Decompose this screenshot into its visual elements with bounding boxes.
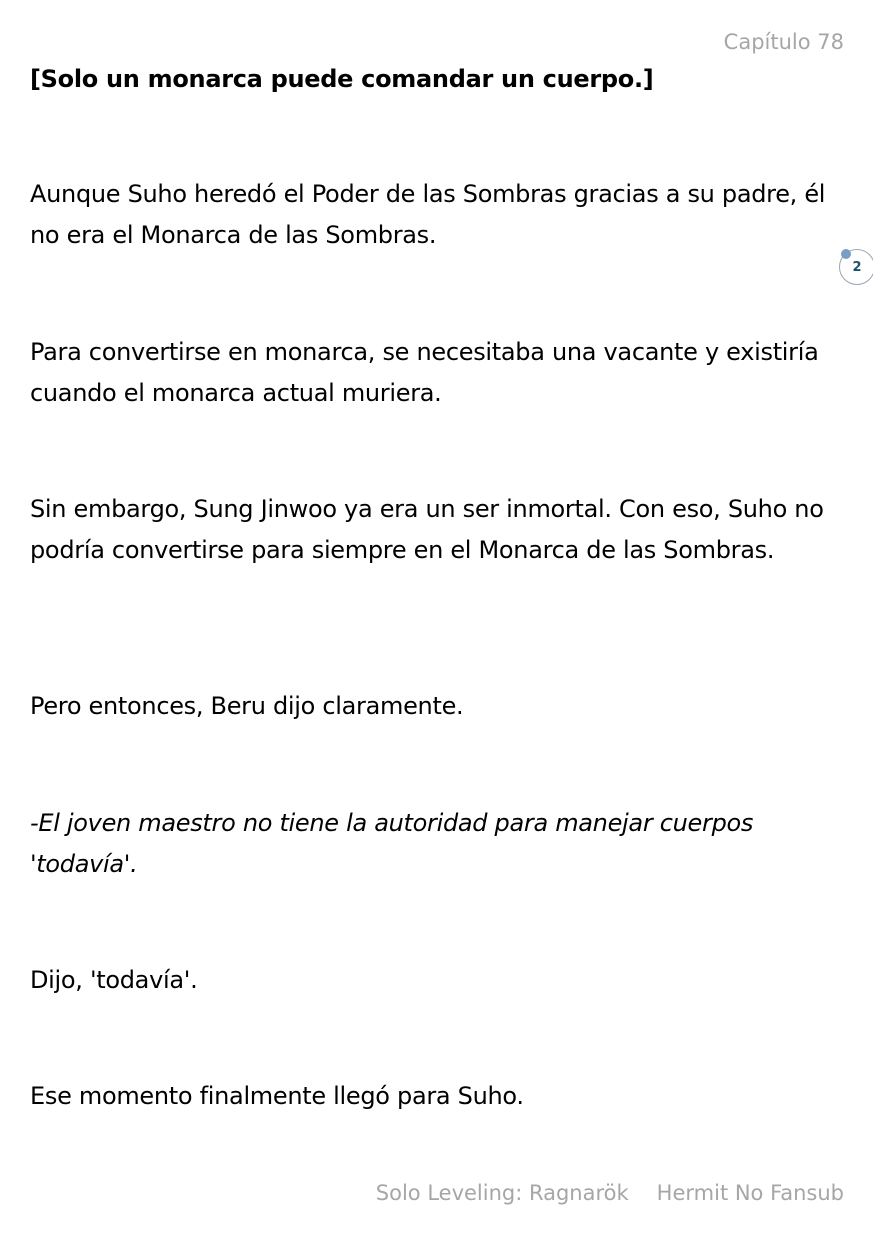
chapter-label: Capítulo 78	[723, 30, 844, 54]
system-message-paragraph: [Solo un monarca puede comandar un cuerpo.]	[30, 65, 654, 93]
paragraph: Para convertirse en monarca, se necesitaba una vacante y existiría cuando el monarca actual muriera.	[30, 338, 819, 407]
footer	[376, 1181, 844, 1205]
dialogue-paragraph: -El joven maestro no tiene la autoridad para manejar cuerpos 'todavía'.	[30, 809, 754, 878]
badge-indicator-dot	[841, 249, 851, 259]
paragraph: Sin embargo, Sung Jinwoo ya era un ser inmortal. Con eso, Suho no podría convertirse para siempre en el Monarca de las Sombras.	[30, 495, 824, 564]
paragraph: Dijo, 'todavía'.	[30, 966, 198, 994]
footer-title: Solo Leveling: Ragnarök	[375, 1181, 629, 1205]
page-number: 2	[852, 259, 862, 275]
paragraph: Ese momento finalmente llegó para Suho.	[30, 1082, 524, 1110]
paragraph: Pero entonces, Beru dijo claramente.	[30, 692, 464, 720]
footer-group: Hermit No Fansub	[656, 1181, 844, 1205]
paragraph: Aunque Suho heredó el Poder de las Sombras gracias a su padre, él no era el Monarca de las Sombras.	[30, 180, 826, 249]
